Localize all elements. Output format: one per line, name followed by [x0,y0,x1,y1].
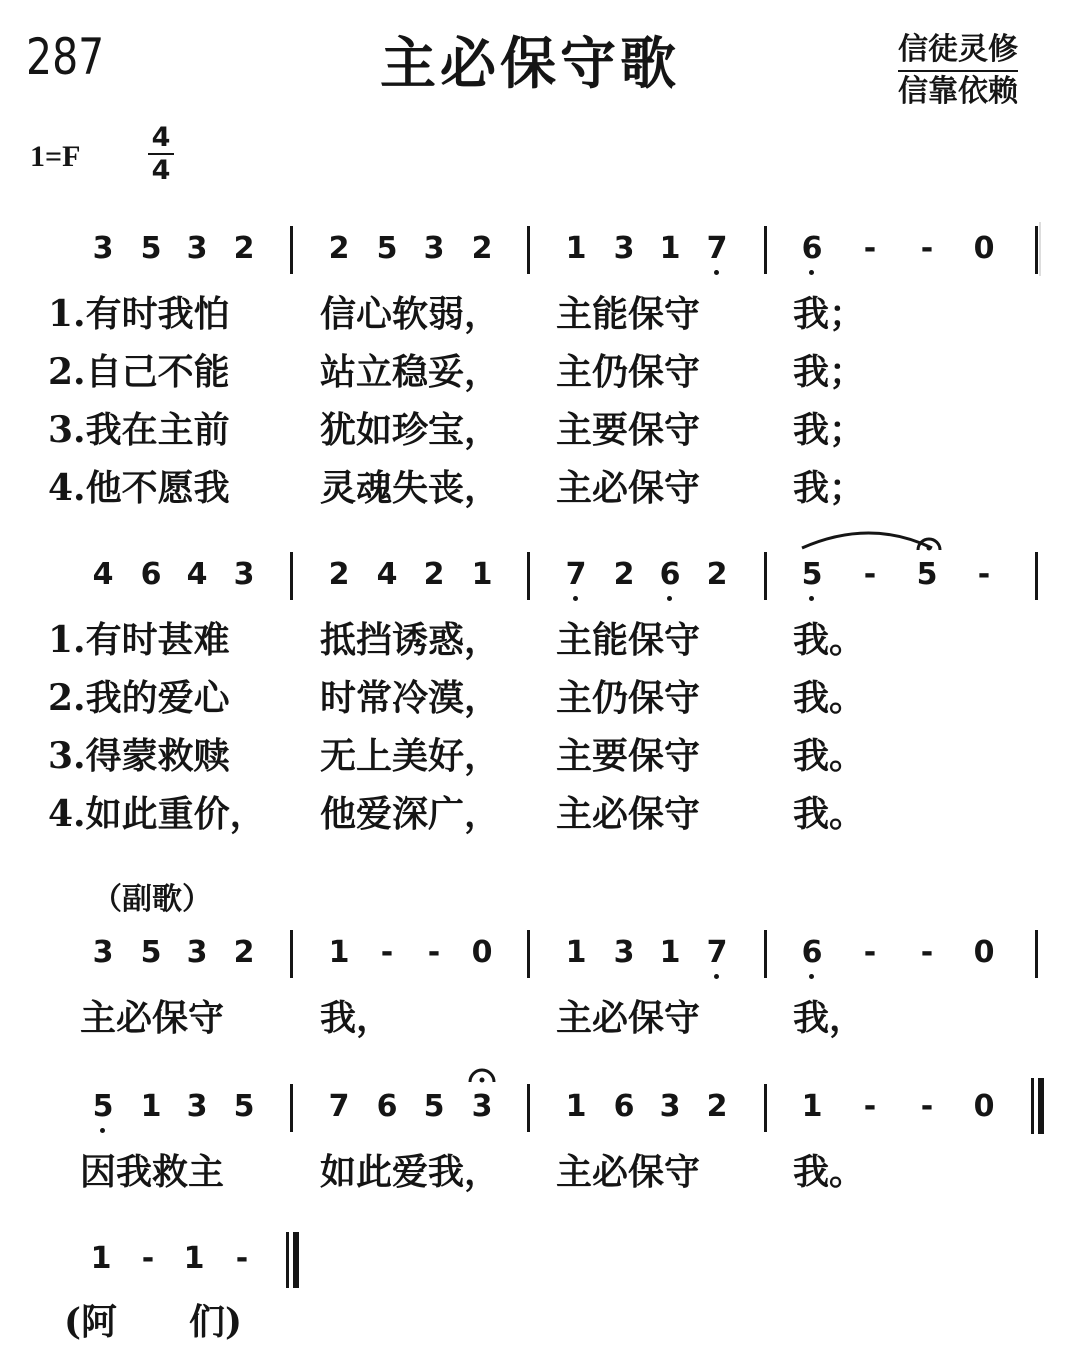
note-low-octave: 5 [88,1092,118,1122]
lyric-phrase: 主能保守 [556,619,701,661]
lyric-phrase: 站立稳妥， [320,351,501,393]
lyric-phrase: 时常冷漠， [320,677,501,719]
note: 3 [186,935,208,970]
note-low-octave: 7 [561,560,591,590]
note: 2 [471,231,493,266]
note: 3 [186,1089,208,1124]
lyric-phrase: 主必保守 [80,997,225,1039]
category-secondary: 信靠依赖 [898,74,1018,109]
lyric-phrase: 我； [793,467,866,509]
lyric-phrase: 主要保守 [556,409,701,451]
lyric-phrase: 我。 [793,1151,866,1193]
lyric-phrase: 信心软弱， [320,293,501,335]
note: 5 [423,1089,445,1124]
lyric-phrase: 犹如珍宝， [320,409,501,451]
note: 5 [233,1089,255,1124]
note: 1 [90,1241,112,1276]
note-low-octave: 7 [702,938,732,968]
lyric-phrase: 4.如此重价， [48,793,266,835]
note: 3 [423,231,445,266]
lyric-phrase: 4.他不愿我 [48,467,230,509]
note: 1 [659,231,681,266]
note: 1 [565,231,587,266]
rest: 0 [973,231,995,266]
note: 5 [376,231,398,266]
lyric-phrase: 我； [793,351,866,393]
note: 6 [376,1089,398,1124]
lyric-phrase: 主必保守 [556,1151,701,1193]
note-fermata: 3 [471,1089,493,1124]
note-low-octave: 7 [702,234,732,264]
note: 1 [183,1241,205,1276]
note: 3 [186,231,208,266]
note: 3 [613,231,635,266]
dash: - [141,1241,155,1276]
lyric-phrase: 主仍保守 [556,351,701,393]
hymn-title: 主必保守歌 [380,31,680,97]
lyric-phrase: 如此爱我， [320,1151,501,1193]
dash: - [863,231,877,266]
dash: - [427,935,441,970]
lyric-phrase: 我； [793,409,866,451]
note: 3 [613,935,635,970]
lyric-phrase: 1.有时我怕 [48,293,230,335]
lyric-phrase: 我， [793,997,866,1039]
note: 2 [328,557,350,592]
lyric-phrase: 3.我在主前 [48,409,230,451]
dash: - [977,557,991,592]
lyric-phrase: 2.我的爱心 [48,677,230,719]
lyric-phrase: 他爱深广， [320,793,501,835]
note: 1 [565,935,587,970]
lyric-phrase: 3.得蒙救赎 [48,735,230,777]
note: 3 [92,231,114,266]
note: 1 [328,935,350,970]
dash: - [863,1089,877,1124]
lyric-phrase: 我； [793,293,866,335]
note: 2 [233,935,255,970]
lyric-phrase: 主要保守 [556,735,701,777]
note: 6 [140,557,162,592]
lyric-phrase: 主必保守 [556,467,701,509]
lyric-phrase: 我。 [793,735,866,777]
fermata-dot [480,1078,485,1083]
lyric-phrase: 我。 [793,793,866,835]
note: 2 [423,557,445,592]
note: 4 [186,557,208,592]
note: 1 [471,557,493,592]
fermata-dot [927,546,932,551]
note-low-octave: 6 [797,234,827,264]
rest: 0 [973,1089,995,1124]
note: 2 [706,557,728,592]
dash: - [920,231,934,266]
lyric-phrase: 主能保守 [556,293,701,335]
note: 5 [140,231,162,266]
dash: - [863,557,877,592]
note: 1 [659,935,681,970]
note: 2 [613,557,635,592]
lyric-phrase: 1.有时甚难 [48,619,230,661]
rest: 0 [973,935,995,970]
note: 4 [376,557,398,592]
lyric-phrase: 我， [320,997,393,1039]
lyric-phrase: 主必保守 [556,793,701,835]
rest: 0 [471,935,493,970]
time-signature-top: 4 [151,122,171,153]
note: 4 [92,557,114,592]
dash: - [920,1089,934,1124]
lyric-phrase: 2.自己不能 [48,351,230,393]
lyric-phrase: 无上美好， [320,735,501,777]
lyric-phrase: 我。 [793,677,866,719]
time-signature-bottom: 4 [151,155,171,186]
lyric-phrase: 我。 [793,619,866,661]
lyric-phrase: 因我救主 [80,1151,225,1193]
dash: - [863,935,877,970]
lyric-phrase: 灵魂失丧， [320,467,501,509]
lyric-phrase: 主必保守 [556,997,701,1039]
note: 2 [328,231,350,266]
key-signature: 1=F [30,140,81,173]
note-low-octave: 6 [797,938,827,968]
note: 1 [801,1089,823,1124]
dash: - [380,935,394,970]
hymn-number: 287 [26,28,105,86]
amen-lyric: (阿 们) [64,1301,243,1343]
note: 5 [916,557,938,592]
note: 3 [659,1089,681,1124]
note: 5 [140,935,162,970]
note: 2 [233,231,255,266]
note: 7 [328,1089,350,1124]
note-low-octave: 5 [797,560,827,590]
note: 3 [233,557,255,592]
note: 3 [92,935,114,970]
note: 2 [706,1089,728,1124]
lyric-phrase: 主仍保守 [556,677,701,719]
note-low-octave: 6 [655,560,685,590]
slur [802,533,932,548]
note: 1 [140,1089,162,1124]
category-primary: 信徒灵修 [898,30,1018,72]
dash: - [920,935,934,970]
lyric-phrase: 抵挡诱惑， [320,619,501,661]
note: 6 [613,1089,635,1124]
dash: - [235,1241,249,1276]
refrain-label: （副歌） [92,882,212,917]
note: 1 [565,1089,587,1124]
